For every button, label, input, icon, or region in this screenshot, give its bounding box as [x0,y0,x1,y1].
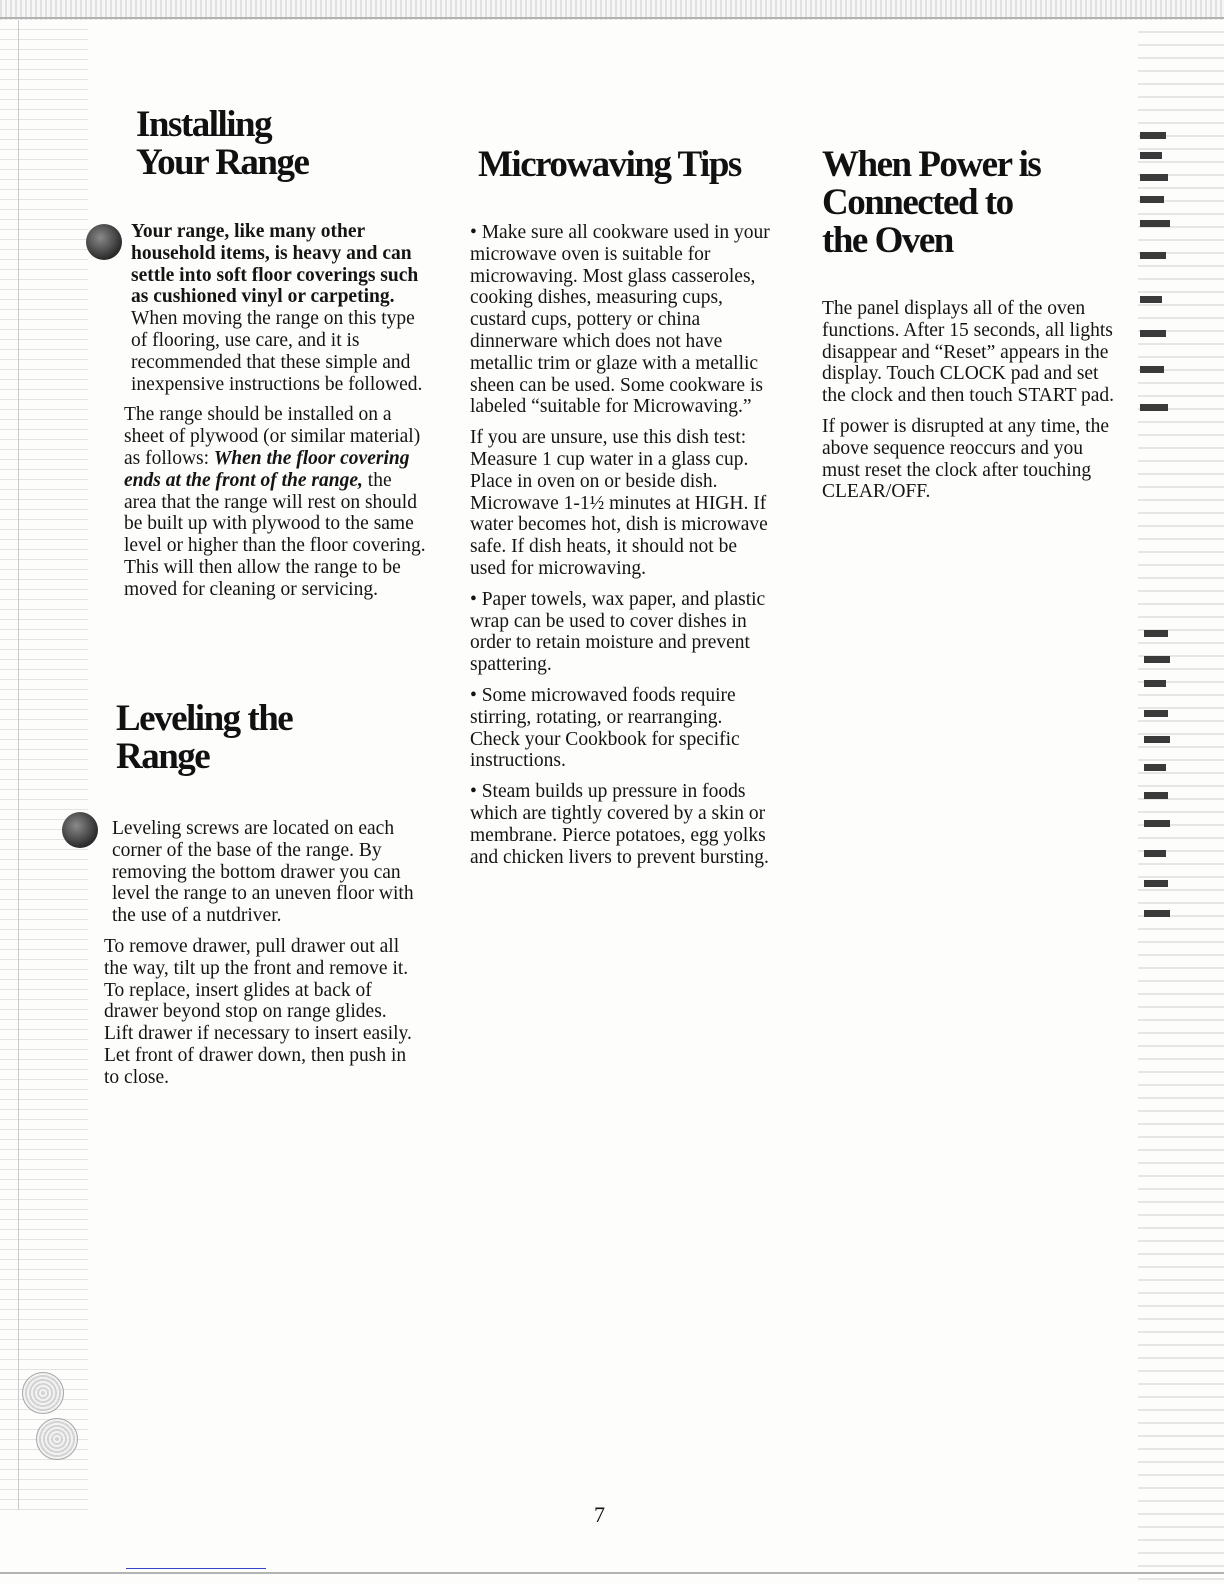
scan-mark [1140,296,1162,303]
microwaving-tip-paper: • Paper towels, wax paper, and plastic wrap can be used to cover dishes in order to retain moisture and prevent spattering. [470,588,766,676]
installing-lead-text: Your range, like many other household items, is heavy and can settle into soft floor coverings such as cushioned vinyl or carpeting. [131,221,419,308]
microwaving-body [470,222,776,877]
scan-mark [1140,132,1166,139]
installing-p2-end: the area that the range will rest on should be built up with plywood to the same level or higher than the floor covering. This will then allow the range to be moved for cleaning or servicing. [124,469,426,600]
scan-mark [1144,792,1168,799]
power-paragraph-1: The panel displays all of the oven functions. After 15 seconds, all lights disappear and “Reset” appears in the display. Touch CLOCK pad and set the clock and then touch START pad. [822,298,1115,407]
bullet-disc-icon [62,812,98,848]
scan-mark [1144,910,1170,917]
power-paragraph-2: If power is disrupted at any time, the above sequence reoccurs and you must reset the clock after touching CLEAR/OFF. [822,415,1110,503]
power-body [822,298,1122,512]
leveling-heading-line2: Range [116,736,210,777]
leveling-heading-line1: Leveling the [116,698,293,739]
scan-mark [1144,656,1170,663]
scan-underline [126,1568,266,1569]
microwaving-tip-steam: • Steam builds up pressure in foods which are tightly covered by a skin or membrane. Pierce potatoes, egg yolks and chicken livers to prevent bursting. [470,781,769,868]
leveling-paragraph-2: To remove drawer, pull drawer out all the way, tilt up the front and remove it. To replace, insert glides at back of drawer beyond stop on range glides. Lift drawer if necessary to insert easily. Let front of drawer down, then push in to close. [104,935,412,1088]
microwaving-dish-test: If you are unsure, use this dish test: Measure 1 cup water in a glass cup. Place in oven on or beside dish. Microwave 1-1½ minutes at HIGH. If water becomes hot, dish is microwave safe. If dish heats, it should not be used for microwaving. [470,427,768,579]
installing-p1-rest: When moving the range on this type of flooring, use care, and it is recommended that these simple and inexpensive instructions be followed. [131,308,423,395]
scan-bottom-edge [0,1572,1224,1574]
scan-mark [1144,710,1168,717]
scan-mark [1140,196,1164,203]
installing-p2-emphasis: When the floor covering ends at the front of the range, [124,447,410,491]
leveling-heading [116,700,292,776]
leveling-paragraph-1: Leveling screws are located on each corner of the base of the range. By removing the bottom drawer you can level the range to an uneven floor with the use of a nutdriver. [112,818,414,927]
installing-body [124,221,426,610]
scan-mark [1144,630,1168,637]
installing-heading-line2: Your Range [136,142,309,183]
binder-hole-icon [22,1372,64,1414]
scan-top-edge [0,0,1224,20]
scan-mark [1144,764,1166,771]
leveling-body [104,818,414,1098]
scan-mark [1140,366,1164,373]
scan-mark [1144,736,1170,743]
scan-right-margin [1138,20,1224,1584]
scan-mark [1144,680,1166,687]
scan-mark [1140,252,1166,259]
installing-p2-start: The range should be installed on a sheet of plywood (or similar material) as follows: [124,404,421,469]
microwaving-heading: Microwaving Tips [478,144,741,185]
scan-mark [1140,330,1166,337]
installing-paragraph-1 [124,221,426,395]
microwaving-tip-cookware: • Make sure all cookware used in your microwave oven is suitable for microwaving. Most glass casseroles, cooking dishes, measuring cups, custard cups, pottery or china dinnerware which does not have metallic trim or glaze with a metallic sheen can be used. Some cookware is labeled “suitable for Microwaving.” [470,222,770,418]
scan-mark [1140,220,1170,227]
bullet-disc-icon [86,224,122,260]
page-number: 7 [594,1502,605,1527]
scan-mark [1140,404,1168,411]
installing-heading [136,106,308,182]
power-heading-line2: Connected to [822,182,1013,223]
scan-mark [1144,850,1166,857]
installing-paragraph-2 [124,404,426,600]
scan-mark [1144,880,1168,887]
scan-left-margin [0,20,88,1510]
scan-mark [1140,152,1162,159]
scan-mark [1144,820,1170,827]
power-heading [822,146,1040,260]
installing-heading-line1: Installing [136,104,272,145]
binder-hole-icon [36,1418,78,1460]
power-heading-line3: the Oven [822,220,953,261]
microwaving-tip-stirring: • Some microwaved foods require stirring, rotating, or rearranging. Check your Cookbook for specific instructions. [470,684,740,772]
scan-mark [1140,174,1168,181]
power-heading-line1: When Power is [822,144,1041,185]
